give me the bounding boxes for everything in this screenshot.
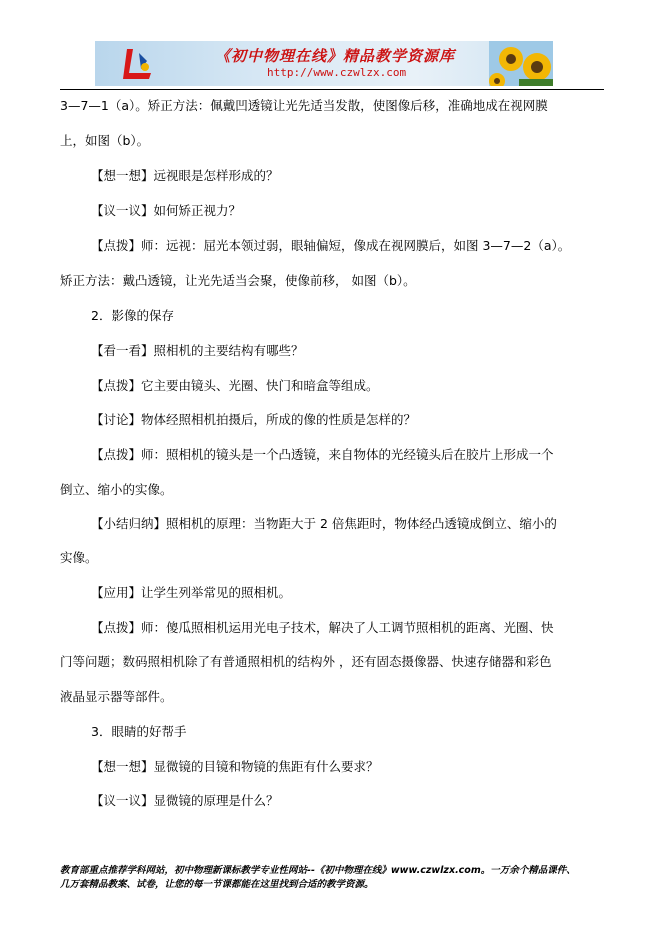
body-line: 【应用】让学生列举常见的照相机。 <box>91 585 292 600</box>
site-logo-icon <box>121 47 157 81</box>
body-line: 【小结归纳】照相机的原理：当物距大于 2 倍焦距时，物体经凸透镜成倒立、缩小的 <box>91 516 557 531</box>
body-line: 上，如图（b）。 <box>60 133 150 148</box>
body-line: 倒立、缩小的实像。 <box>60 482 173 497</box>
section-heading: 2．影像的保存 <box>91 308 174 323</box>
banner-url[interactable]: http://www.czwlzx.com <box>267 66 407 79</box>
body-line: 【点拨】师：照相机的镜头是一个凸透镜，来自物体的光经镜头后在胶片上形成一个 <box>91 447 554 462</box>
body-line: 液晶显示器等部件。 <box>60 689 173 704</box>
footer-line: 教育部重点推荐学科网站，初中物理新课标教学专业性网站--《初中物理在线》www.czwlzx.com。一万余个精品课件、 <box>60 865 576 876</box>
body-line: 【议一议】显微镜的原理是什么？ <box>91 793 279 808</box>
footer-line: 几万套精品教案、试卷，让您的每一节课都能在这里找到合适的教学资源。 <box>60 879 374 890</box>
body-line: 【想一想】远视眼是怎样形成的？ <box>91 168 279 183</box>
body-line: 矫正方法：戴凸透镜，让光先适当会聚，使像前移， 如图（b）。 <box>60 273 416 288</box>
body-line: 3—7—1（a）。矫正方法：佩戴凹透镜让光先适当发散，使图像后移，准确地成在视网膜 <box>60 98 548 113</box>
body-line: 【想一想】显微镜的目镜和物镜的焦距有什么要求？ <box>91 759 379 774</box>
section-heading: 3．眼睛的好帮手 <box>91 724 187 739</box>
header-divider <box>60 89 604 90</box>
body-line: 【议一议】如何矫正视力？ <box>91 203 242 218</box>
body-line: 【看一看】照相机的主要结构有哪些？ <box>91 343 304 358</box>
body-line: 【点拨】师：傻瓜照相机运用光电子技术，解决了人工调节照相机的距离、光圈、快 <box>91 620 554 635</box>
header-banner <box>95 41 553 86</box>
banner-title: 《初中物理在线》精品教学资源库 <box>215 47 456 65</box>
sunflower-image <box>489 41 553 86</box>
body-line: 【点拨】它主要由镜头、光圈、快门和暗盒等组成。 <box>91 378 379 393</box>
body-line: 【讨论】物体经照相机拍摄后，所成的像的性质是怎样的？ <box>91 412 417 427</box>
body-line: 【点拨】师：远视：屈光本领过弱，眼轴偏短，像成在视网膜后，如图 3—7—2（a）。 <box>91 238 571 253</box>
body-line: 实像。 <box>60 550 98 565</box>
body-line: 门等问题；数码照相机除了有普通照相机的结构外 ，还有固态摄像器、快速存储器和彩色 <box>60 654 552 669</box>
